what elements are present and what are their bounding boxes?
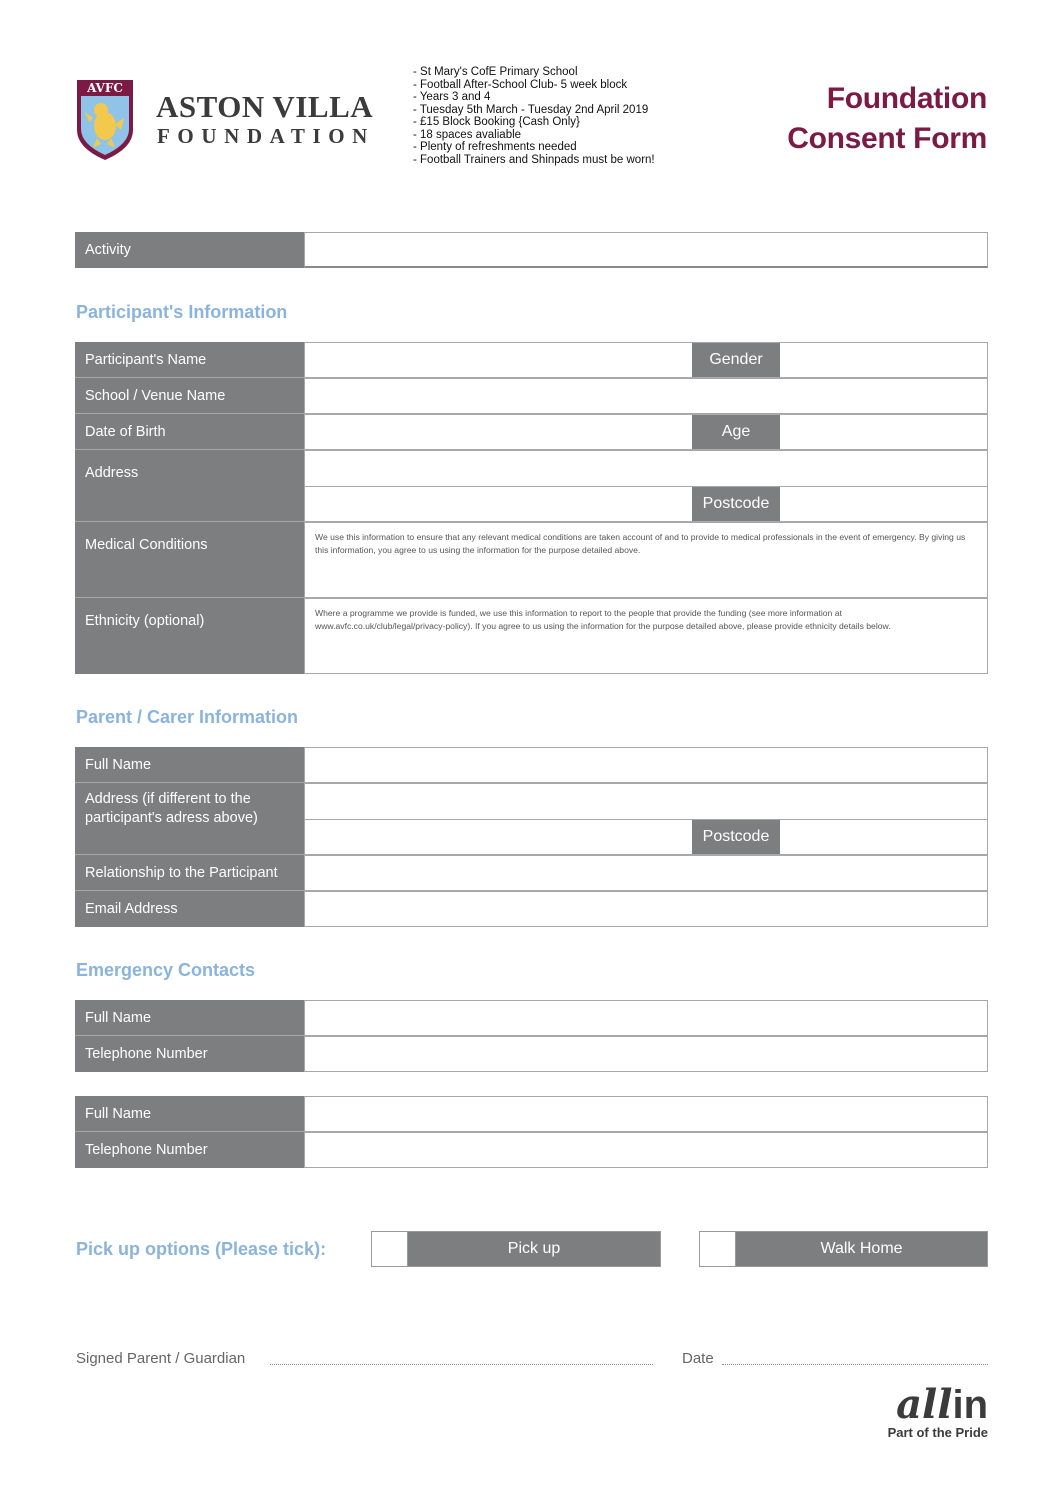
activity-row bbox=[75, 232, 988, 268]
note-line: - Tuesday 5th March - Tuesday 2nd April 2019 bbox=[413, 103, 649, 116]
relationship-row bbox=[75, 855, 988, 891]
emergency-1-name-label: Full Name bbox=[75, 1000, 304, 1035]
note-line: - Plenty of refreshments needed bbox=[413, 141, 577, 153]
emergency-1-name-row bbox=[75, 1000, 988, 1036]
walk-home-checkbox[interactable] bbox=[700, 1232, 736, 1266]
dob-row bbox=[75, 414, 988, 450]
age-label: Age bbox=[692, 415, 780, 449]
parent-table bbox=[75, 747, 988, 927]
signature-line[interactable] bbox=[270, 1364, 653, 1365]
form-title-line2: Consent Form bbox=[787, 122, 987, 155]
activity-input[interactable] bbox=[304, 232, 988, 268]
email-input[interactable] bbox=[304, 891, 988, 927]
school-row bbox=[75, 378, 988, 414]
pick-up-checkbox[interactable] bbox=[372, 1232, 408, 1266]
school-label: School / Venue Name bbox=[75, 378, 304, 413]
emergency-2-name-label: Full Name bbox=[75, 1096, 304, 1131]
emergency-2-phone-input[interactable] bbox=[304, 1132, 988, 1168]
brand-name: ASTON VILLA bbox=[156, 89, 374, 124]
dob-cell bbox=[304, 414, 988, 449]
club-notes bbox=[413, 66, 655, 166]
school-input[interactable] bbox=[304, 378, 988, 413]
ethnicity-label: Ethnicity (optional) bbox=[75, 598, 304, 674]
pickup-title: Pick up options (Please tick): bbox=[76, 1239, 327, 1259]
note-line: - St Mary's CofE Primary School bbox=[413, 66, 578, 78]
pick-up-label: Pick up bbox=[408, 1232, 660, 1266]
note-line: - £15 Block Booking {Cash Only} bbox=[413, 116, 580, 128]
medical-row bbox=[75, 522, 988, 598]
email-label: Email Address bbox=[75, 891, 304, 927]
participant-name-cell bbox=[304, 342, 988, 377]
parent-postcode-input[interactable] bbox=[780, 820, 987, 854]
emergency-2-name-row bbox=[75, 1096, 988, 1132]
emergency-1-phone-input[interactable] bbox=[304, 1036, 988, 1072]
parent-address-line2-input[interactable] bbox=[305, 820, 692, 854]
age-input[interactable] bbox=[780, 415, 987, 449]
parent-section-title: Parent / Carer Information bbox=[76, 707, 299, 727]
emergency-1-name-input[interactable] bbox=[304, 1000, 988, 1035]
participant-section-title: Participant's Information bbox=[76, 302, 288, 322]
medical-input[interactable] bbox=[304, 522, 988, 597]
dob-input[interactable] bbox=[305, 415, 692, 449]
parent-name-input[interactable] bbox=[304, 747, 988, 782]
medical-label: Medical Conditions bbox=[75, 522, 304, 597]
pickup-option-walk-home bbox=[699, 1231, 988, 1267]
note-line: - Football After-School Club- 5 week block bbox=[413, 78, 628, 91]
note-line: - Football Trainers and Shinpads must be worn! bbox=[413, 153, 655, 166]
parent-address-row bbox=[75, 783, 988, 855]
emergency-contact-2-table bbox=[75, 1096, 988, 1168]
signed-label: Signed Parent / Guardian bbox=[76, 1350, 246, 1367]
parent-name-row bbox=[75, 747, 988, 783]
pickup-option-pick-up bbox=[371, 1231, 661, 1267]
all-in-logo bbox=[887, 1381, 988, 1440]
postcode-label: Postcode bbox=[692, 487, 780, 521]
svg-text:AVFC: AVFC bbox=[87, 81, 123, 95]
parent-address-line1-input[interactable] bbox=[305, 784, 987, 819]
parent-postcode-label: Postcode bbox=[692, 820, 780, 854]
brand-subname: FOUNDATION bbox=[157, 124, 375, 148]
walk-home-label: Walk Home bbox=[736, 1232, 987, 1266]
gender-label: Gender bbox=[692, 343, 780, 377]
note-line: - 18 spaces avaliable bbox=[413, 128, 522, 141]
all-in-word1: all bbox=[896, 1381, 953, 1428]
emergency-1-phone-label: Telephone Number bbox=[75, 1036, 304, 1072]
all-in-wordmark bbox=[888, 1381, 988, 1428]
parent-name-label: Full Name bbox=[75, 747, 304, 782]
emergency-2-phone-label: Telephone Number bbox=[75, 1132, 304, 1168]
address-line2-input[interactable] bbox=[305, 487, 692, 521]
ethnicity-hint: Where a programme we provide is funded, we use this information to report to the people that provide the funding (see more information at www.avfc.co.uk/club/legal/privacy-policy). If you agree to us using the information for the purpose detailed above, please provide ethnicity details below. bbox=[315, 608, 891, 631]
emergency-2-phone-row bbox=[75, 1132, 988, 1168]
participant-name-label: Participant's Name bbox=[75, 342, 304, 377]
participant-name-row bbox=[75, 342, 988, 378]
dob-label: Date of Birth bbox=[75, 414, 304, 449]
address-line1-input[interactable] bbox=[305, 451, 987, 486]
medical-hint: We use this information to ensure that any relevant medical conditions are taken account of and to provide to medical professionals in the event of emergency. By giving us this information, you agree to us using the information for the purpose detailed above. bbox=[315, 532, 966, 555]
emergency-1-phone-row bbox=[75, 1036, 988, 1072]
ethnicity-input[interactable] bbox=[304, 598, 988, 674]
relationship-input[interactable] bbox=[304, 855, 988, 890]
emergency-contact-1-table bbox=[75, 1000, 988, 1072]
address-cell bbox=[304, 450, 988, 521]
date-line[interactable] bbox=[722, 1364, 988, 1365]
all-in-word2: in bbox=[952, 1383, 988, 1427]
relationship-label: Relationship to the Participant bbox=[75, 855, 304, 890]
form-title-line1: Foundation bbox=[826, 82, 987, 115]
all-in-tagline: Part of the Pride bbox=[887, 1425, 988, 1440]
activity-table bbox=[75, 232, 988, 268]
note-line: - Years 3 and 4 bbox=[413, 91, 491, 103]
emergency-section-title: Emergency Contacts bbox=[76, 960, 256, 980]
gender-input[interactable] bbox=[780, 343, 987, 377]
participant-name-input[interactable] bbox=[305, 343, 692, 377]
postcode-input[interactable] bbox=[780, 487, 987, 521]
address-label: Address bbox=[75, 450, 304, 521]
address-row bbox=[75, 450, 988, 522]
avfc-crest-logo bbox=[75, 78, 135, 162]
date-label: Date bbox=[682, 1350, 714, 1367]
activity-label: Activity bbox=[75, 232, 304, 268]
emergency-2-name-input[interactable] bbox=[304, 1096, 988, 1131]
email-row bbox=[75, 891, 988, 927]
parent-address-cell bbox=[304, 783, 988, 854]
parent-address-label: Address (if different to the participant's adress above) bbox=[75, 783, 304, 854]
participant-table bbox=[75, 342, 988, 674]
ethnicity-row bbox=[75, 598, 988, 674]
